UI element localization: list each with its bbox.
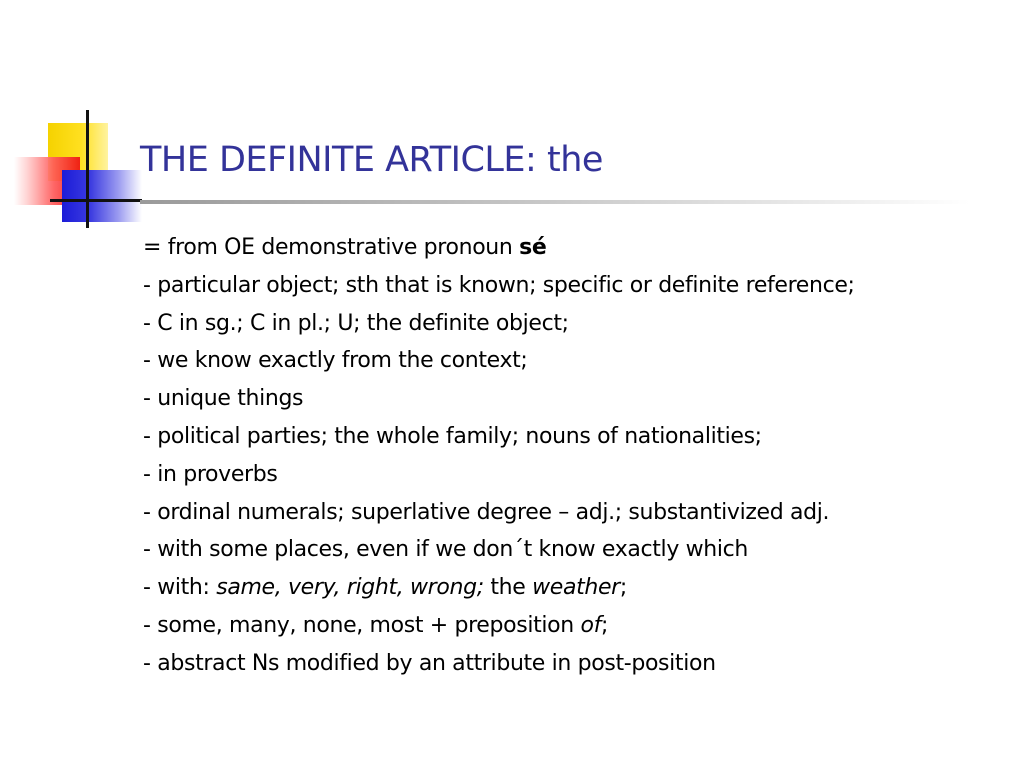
line-text: the <box>483 575 533 601</box>
line-text: ; <box>619 575 627 601</box>
line-text: = from OE demonstrative pronoun <box>143 235 520 260</box>
body-line-countable: - C in sg.; C in pl.; U; the definite object; <box>143 310 569 336</box>
logo-vertical-line <box>86 110 89 228</box>
body-line-quantifiers <box>143 607 1013 645</box>
line-text: ; <box>601 612 609 638</box>
body-line-with-words <box>143 569 1013 607</box>
line-bold-text: sé <box>519 235 547 260</box>
body-line-political-parties: - political parties; the whole family; nouns of nationalities; <box>143 423 762 449</box>
body-line-places: - with some places, even if we don´t know exactly which <box>143 537 748 563</box>
title-underline-rule <box>140 200 970 204</box>
body-line-origin <box>143 229 1013 267</box>
logo-blue-block <box>62 170 142 222</box>
slide-body <box>143 229 1013 683</box>
line-text: - some, many, none, most + preposition <box>143 612 581 638</box>
body-line-abstract-nouns: - abstract Ns modified by an attribute in post-position <box>143 650 716 676</box>
body-line-particular-object: - particular object; sth that is known; specific or definite reference; <box>143 272 855 298</box>
body-line-unique-things: - unique things <box>143 386 304 412</box>
line-italic-text: same, very, right, wrong; <box>216 575 484 601</box>
slide-title: THE DEFINITE ARTICLE: the <box>140 140 603 180</box>
body-line-context: - we know exactly from the context; <box>143 348 528 374</box>
line-text: - with: <box>143 575 217 601</box>
overlapping-color-blocks-icon <box>0 0 150 240</box>
body-line-proverbs: - in proverbs <box>143 461 278 487</box>
line-italic-text: weather <box>532 575 620 601</box>
body-line-ordinal-numerals: - ordinal numerals; superlative degree – adj.; substantivized adj. <box>143 499 830 525</box>
logo-horizontal-line <box>50 199 142 202</box>
line-italic-text: of <box>580 612 601 638</box>
